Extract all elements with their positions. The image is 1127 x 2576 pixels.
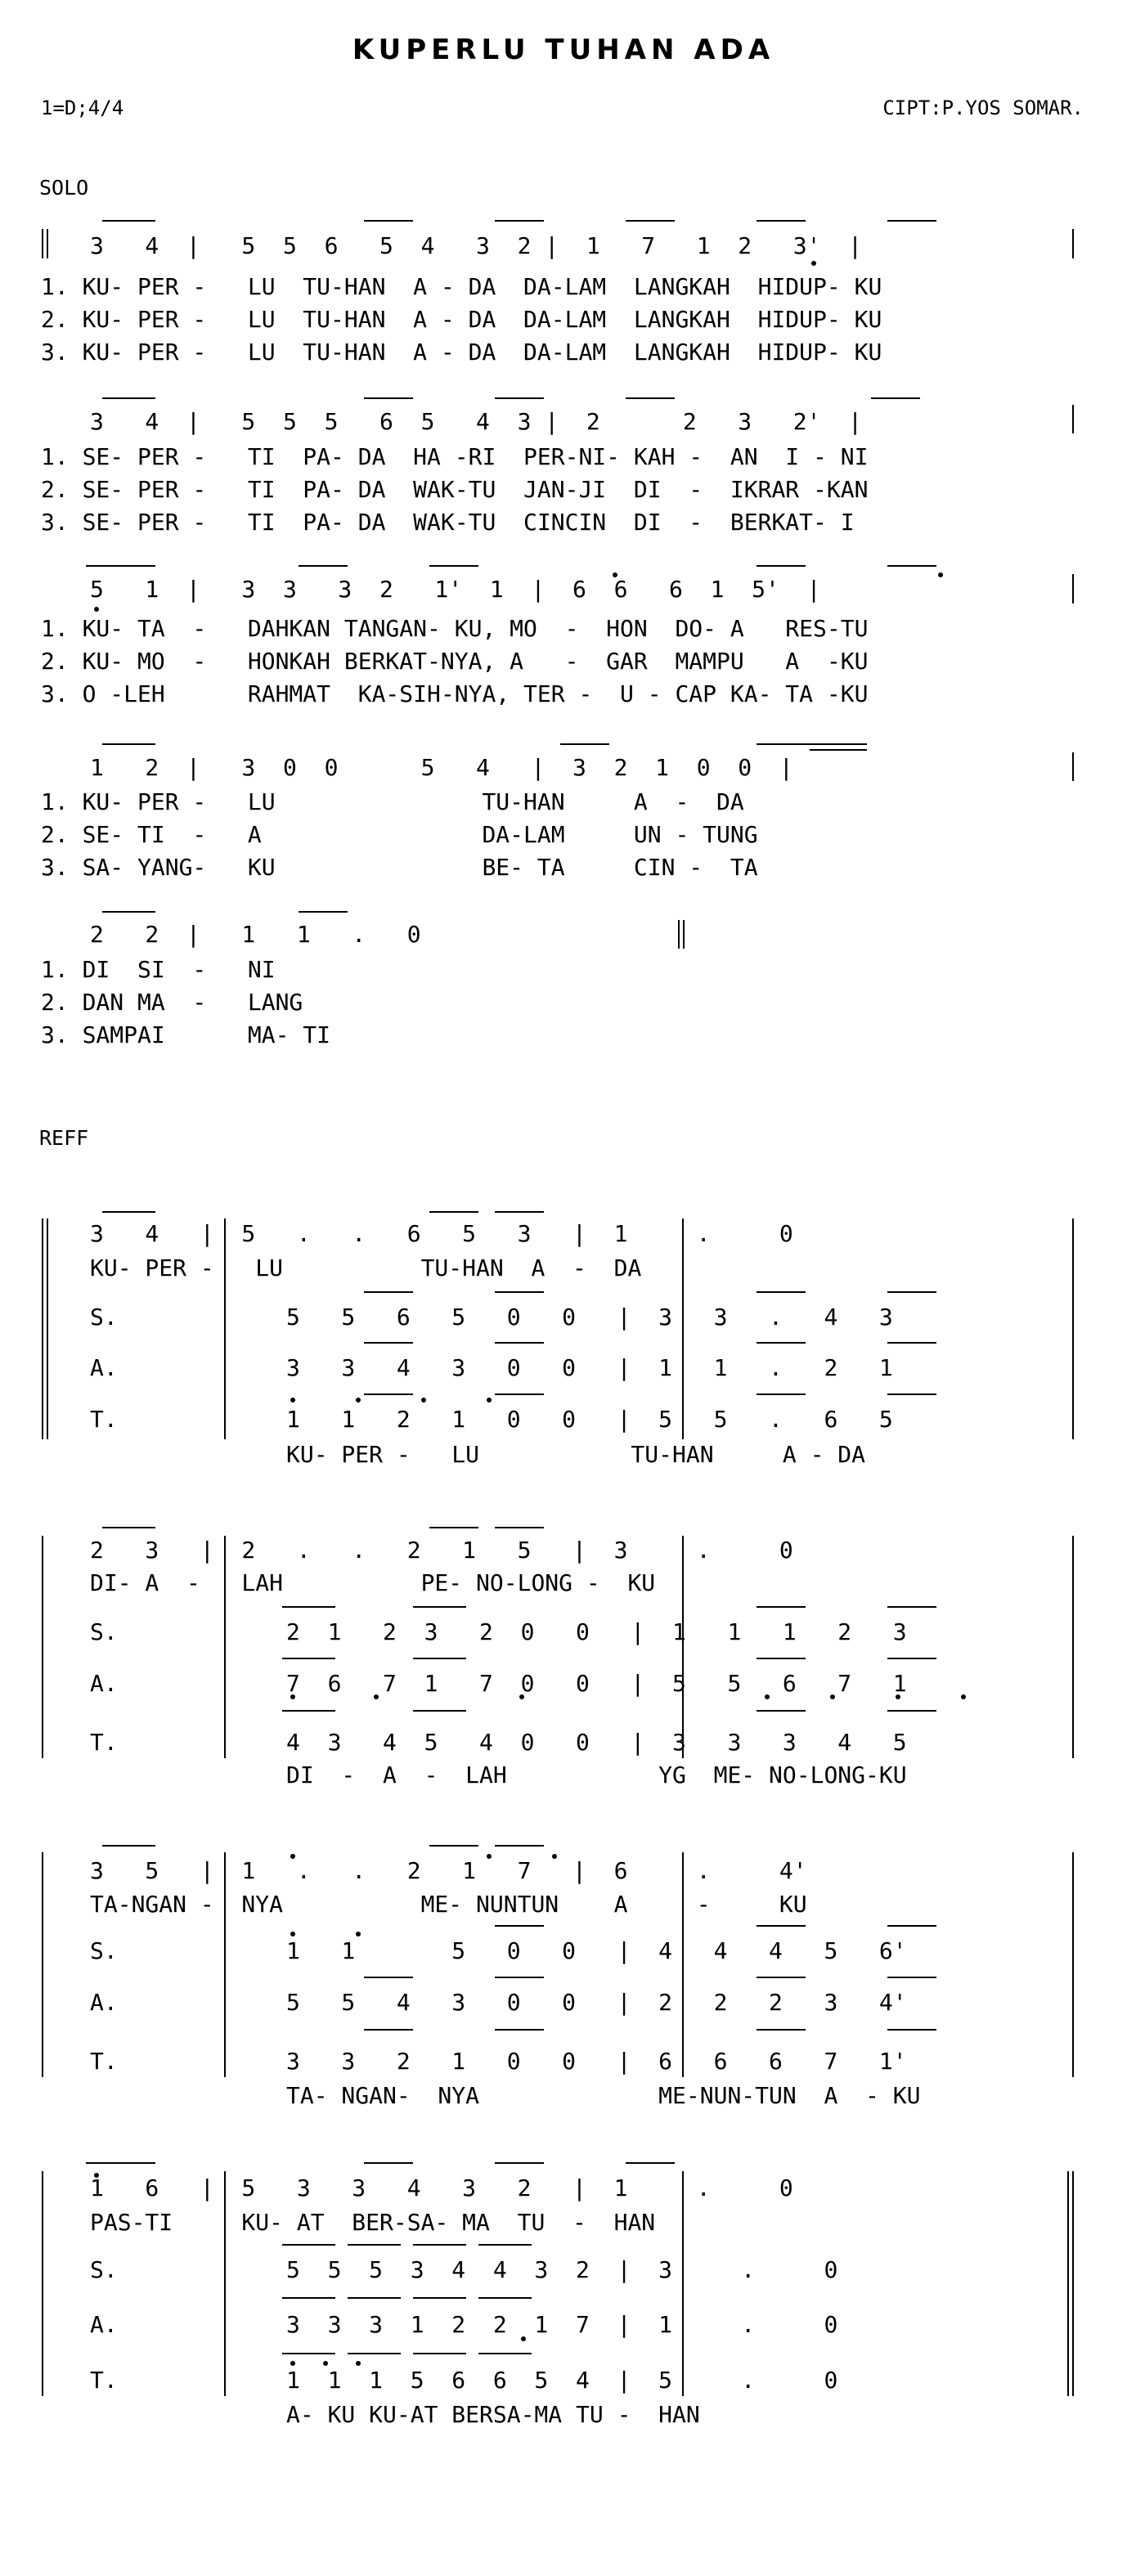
solo-lyric-4-3: 3. SA- YANG- KU BE- TA CIN - TA (41, 854, 758, 881)
solo-system-4 (41, 744, 1073, 881)
reff-soprano-label-1: S. (90, 1304, 118, 1331)
solo-system-1 (41, 221, 1073, 366)
reff-lyric-2: DI- A - LAH PE- NO-LONG - KU (90, 1569, 656, 1596)
reff-lyric-3: TA-NGAN - NYA ME- NUNTUN A - KU (90, 1891, 807, 1918)
reff-system-3 (43, 1846, 1073, 2109)
reff-soprano-label-3: S. (90, 1937, 118, 1964)
reff-tenor-label-4: T. (90, 2367, 118, 2394)
solo-lyric-4-2: 2. SE- TI - A DA-LAM UN - TUNG (41, 821, 758, 848)
solo-notes-3: 5 1 | 3 3 3 2 1' 1 | 6 6 6 1 5' | (90, 576, 821, 603)
solo-lyric-5-3: 3. SAMPAI MA- TI (41, 1021, 331, 1048)
reff-tenor-label-1: T. (90, 1406, 118, 1433)
reff-alto-label-3: A. (90, 1989, 118, 2016)
reff-soprano-2: 2 1 2 3 2 0 0 | 1 1 1 2 3 (286, 1618, 907, 1645)
composer-credit: CIPT:P.YOS SOMAR. (882, 96, 1084, 119)
solo-system-2 (41, 398, 1073, 536)
reff-tenor-4: 1 1 1 5 6 6 5 4 | 5 . 0 (286, 2367, 838, 2394)
reff-tenor-1: 1 1 2 1 0 0 | 5 5 . 6 5 (286, 1406, 893, 1433)
reff-tenor-3: 3 3 2 1 0 0 | 6 6 6 7 1' (286, 2048, 907, 2075)
solo-notes-5: 2 2 | 1 1 . 0 (90, 921, 421, 948)
solo-lyric-2-1: 1. SE- PER - TI PA- DA HA -RI PER-NI- KAH - AN I - NI (41, 443, 869, 470)
reff-soprano-label-2: S. (90, 1618, 118, 1645)
reff-system-4 (43, 2163, 1073, 2428)
solo-lyric-2-2: 2. SE- PER - TI PA- DA WAK-TU JAN-JI DI - IKRAR -KAN (41, 476, 869, 503)
reff-alto-1: 3 3 4 3 0 0 | 1 1 . 2 1 (286, 1354, 893, 1381)
solo-lyric-3-1: 1. KU- TA - DAHKAN TANGAN- KU, MO - HON DO- A RES-TU (41, 615, 869, 642)
reff-melody-3: 3 5 | 1 . . 2 1 7 | 6 . 4' (90, 1857, 807, 1884)
solo-label: SOLO (39, 176, 89, 200)
solo-lyric-5-1: 1. DI SI - NI (41, 956, 276, 983)
reff-alto-label-2: A. (90, 1670, 118, 1697)
reff-alto-4: 3 3 3 1 2 2 1 7 | 1 . 0 (286, 2311, 838, 2338)
reff-alto-3: 5 5 4 3 0 0 | 2 2 2 3 4' (286, 1989, 907, 2016)
reff-soprano-3: 1 1 5 0 0 | 4 4 4 5 6' (286, 1937, 907, 1964)
reff-system-2 (43, 1528, 1073, 1788)
solo-system-3 (41, 566, 1073, 707)
solo-notes-4: 1 2 | 3 0 0 5 4 | 3 2 1 0 0 | (90, 754, 793, 781)
solo-lyric-1-2: 2. KU- PER - LU TU-HAN A - DA DA-LAM LANGKAH HIDUP- KU (41, 306, 882, 333)
reff-lyric-1: KU- PER - LU TU-HAN A - DA (90, 1254, 642, 1281)
reff-soprano-label-4: S. (90, 2256, 118, 2283)
solo-lyric-3-3: 3. O -LEH RAHMAT KA-SIH-NYA, TER - U - CAP KA- TA -KU (41, 680, 869, 707)
reff-tenor-label-3: T. (90, 2048, 118, 2075)
reff-melody-1: 3 4 | 5 . . 6 5 3 | 1 . 0 (90, 1220, 793, 1247)
solo-notes-1: 3 4 | 5 5 6 5 4 3 2 | 1 7 1 2 3' | (90, 232, 863, 259)
solo-notes-2: 3 4 | 5 5 5 6 5 4 3 | 2 2 3 2' | (90, 408, 863, 435)
solo-lyric-4-1: 1. KU- PER - LU TU-HAN A - DA (41, 788, 744, 815)
reff-bass-lyric-2: DI - A - LAH YG ME- NO-LONG-KU (286, 1761, 907, 1788)
reff-label: REFF (39, 1126, 89, 1150)
solo-lyric-2-3: 3. SE- PER - TI PA- DA WAK-TU CINCIN DI - BERKAT- I (41, 509, 855, 536)
reff-soprano-1: 5 5 6 5 0 0 | 3 3 . 4 3 (286, 1304, 893, 1331)
reff-bass-lyric-4: A- KU KU-AT BERSA-MA TU - HAN (286, 2401, 700, 2428)
reff-alto-label-4: A. (90, 2311, 118, 2338)
reff-bass-lyric-3: TA- NGAN- NYA ME-NUN-TUN A - KU (286, 2082, 921, 2109)
reff-soprano-4: 5 5 5 3 4 4 3 2 | 3 . 0 (286, 2256, 838, 2283)
page-title: KUPERLU TUHAN ADA (352, 34, 775, 66)
solo-lyric-3-2: 2. KU- MO - HONKAH BERKAT-NYA, A - GAR MAMPU A -KU (41, 648, 869, 675)
reff-bass-lyric-1: KU- PER - LU TU-HAN A - DA (286, 1441, 866, 1468)
reff-alto-2: 7 6 7 1 7 0 0 | 5 5 6 7 1 (286, 1670, 907, 1697)
reff-alto-label-1: A. (90, 1354, 118, 1381)
key-signature: 1=D;4/4 (41, 96, 124, 119)
solo-lyric-1-1: 1. KU- PER - LU TU-HAN A - DA DA-LAM LANGKAH HIDUP- KU (41, 273, 882, 300)
reff-lyric-4: PAS-TI KU- AT BER-SA- MA TU - HAN (90, 2209, 656, 2236)
solo-system-5 (41, 912, 684, 1048)
reff-tenor-label-2: T. (90, 1729, 118, 1756)
solo-lyric-1-3: 3. KU- PER - LU TU-HAN A - DA DA-LAM LANGKAH HIDUP- KU (41, 339, 882, 366)
reff-tenor-2: 4 3 4 5 4 0 0 | 3 3 3 4 5 (286, 1729, 907, 1756)
solo-lyric-5-2: 2. DAN MA - LANG (41, 989, 303, 1016)
reff-melody-4: 1 6 | 5 3 3 4 3 2 | 1 . 0 (90, 2174, 793, 2201)
reff-system-1 (43, 1212, 1073, 1468)
reff-melody-2: 2 3 | 2 . . 2 1 5 | 3 . 0 (90, 1537, 793, 1564)
